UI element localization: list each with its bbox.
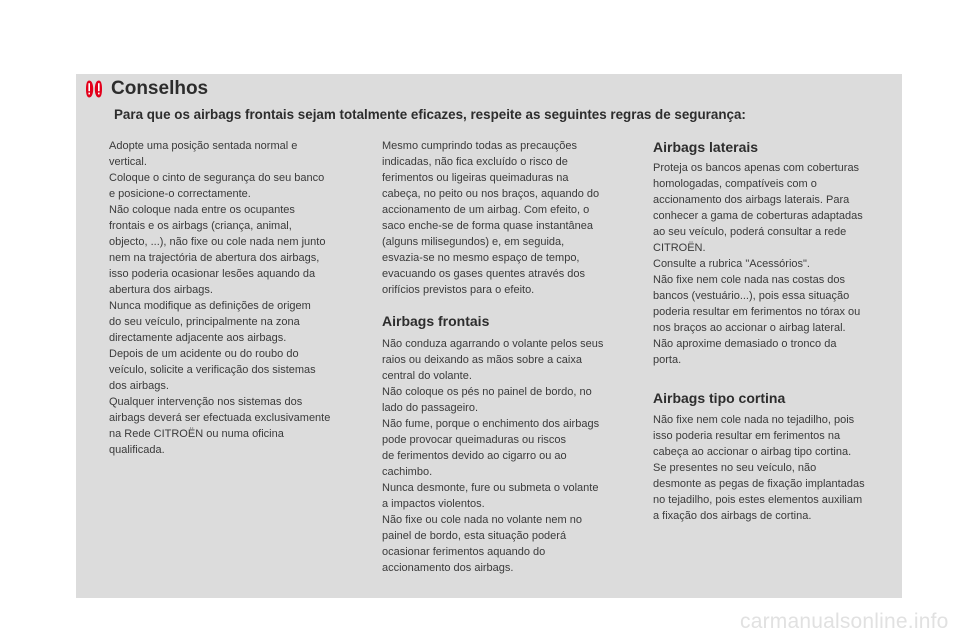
left-column [109, 138, 371, 458]
middle-column-intro: Mesmo cumprindo todas as precauções indicadas, não fica excluído o risco de ferimentos ou ligeiras queimaduras na cabeça, no peito ou nos braços, aquando do accionamento de um airbag. Com efeito, o saco enche-se de forma quase instantânea (alguns milisegundos) e, em seguida, esvazia-se no mesmo espaço de tempo, evacuando os gases quentes através dos orifícios previstos para o efeito. [382, 140, 600, 296]
left-column-text: Adopte uma posição sentada normal e vertical. Coloque o cinto de segurança do seu banco e posicione-o correctamente. Não coloque nada entre os ocupantes frontais e os airbags (criança, animal, objecto, ...), não fixe ou cole nada nem junto nem na trajectória de abertura dos airbags, isso poderia ocasionar lesões aquando da abertura dos airbags. Nunca modifique as definições de origem do seu veículo, principalmente na zona directamente adjacente aos airbags. Depois de um acidente ou do roubo do veículo, solicite a verificação dos sistemas dos airbags. Qualquer intervenção nos sistemas dos airbags deverá ser efectuada exclusivamente na Rede CITROËN ou numa oficina qualificada. [109, 140, 331, 456]
curtain-airbags-heading: Airbags tipo cortina [653, 390, 786, 406]
frontal-airbags-heading: Airbags frontais [382, 313, 490, 329]
right-column [653, 138, 898, 524]
side-airbags-heading: Airbags laterais [653, 139, 759, 155]
page-title: Conselhos [111, 78, 209, 99]
watermark: carmanualsonline.info [740, 610, 949, 633]
warning-icon [86, 80, 102, 98]
curtain-airbags-text: Não fixe nem cole nada no tejadilho, pois isso poderia resultar em ferimentos na cabeça ao accionar o airbag tipo cortina. Se presentes no seu veículo, não desmonte as pegas de fixação implantadas no tejadilho, pois estes elementos auxiliam a fixação dos airbags de cortina. [653, 414, 865, 522]
side-airbags-text: Proteja os bancos apenas com coberturas homologadas, compatíveis com o accionamento dos airbags laterais. Para conhecer a gama de coberturas adaptadas ao seu veículo, poderá consultar a rede CITROËN. Consulte a rubrica "Acessórios". Não fixe nem cole nada nas costas dos bancos (vestuário...), pois essa situação poderia resultar em ferimentos no tórax ou nos braços ao accionar o airbag lateral. Não aproxime demasiado o tronco da porta. [653, 162, 863, 366]
page-subtitle: Para que os airbags frontais sejam totalmente eficazes, respeite as seguintes regras de segurança: [114, 107, 746, 122]
frontal-airbags-text: Não conduza agarrando o volante pelos seus raios ou deixando as mãos sobre a caixa central do volante. Não coloque os pés no painel de bordo, no lado do passageiro. Não fume, porque o enchimento dos airbags pode provocar queimaduras ou riscos de ferimentos devido ao cigarro ou ao cachimbo. Nunca desmonte, fure ou submeta o volante a impactos violentos. Não fixe ou cole nada no volante nem no painel de bordo, esta situação poderá ocasionar ferimentos aquando do accionamento dos airbags. [382, 338, 604, 574]
middle-column [382, 138, 644, 576]
